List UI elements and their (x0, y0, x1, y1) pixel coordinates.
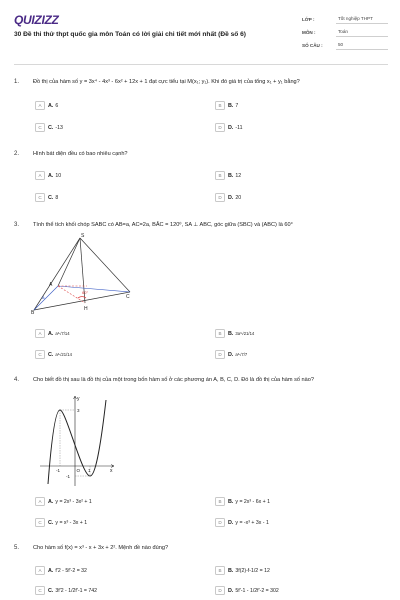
option-box: C (35, 193, 45, 202)
option-b[interactable] (215, 100, 238, 111)
option-text: 12 (235, 172, 242, 179)
option-c[interactable] (35, 192, 58, 203)
option-text: 3f(2)-f-1/2 = 12 (235, 567, 270, 574)
option-d[interactable] (215, 585, 279, 596)
option-box: B (215, 566, 225, 575)
option-b[interactable] (215, 565, 270, 576)
cubic-graph (38, 392, 118, 488)
question-number: 5. (14, 545, 20, 551)
option-box: C (35, 350, 45, 359)
meta-value: 50 (336, 40, 388, 50)
meta-row-count (300, 40, 388, 50)
option-a[interactable] (35, 328, 70, 339)
option-letter: A. (48, 102, 54, 109)
option-box: A (35, 171, 45, 180)
meta-label: LỚP : (302, 16, 315, 22)
quizizz-logo: QUIZIZZ (14, 13, 59, 27)
option-text: 8 (55, 194, 59, 201)
option-letter: A. (48, 498, 54, 505)
meta-value: Toán (336, 27, 388, 37)
tick-label-y3: 3 (77, 408, 80, 413)
option-box: A (35, 497, 45, 506)
option-d[interactable] (215, 517, 269, 528)
origin-label: O (76, 468, 81, 473)
axis-label-y: y (77, 396, 80, 402)
option-letter: B. (228, 567, 234, 574)
question-number: 1. (14, 79, 20, 85)
vertex-label-s: S (81, 233, 85, 239)
option-letter: C. (48, 519, 54, 526)
option-a[interactable] (35, 496, 92, 507)
option-box: A (35, 101, 45, 110)
option-letter: C. (48, 194, 54, 201)
option-box: D (215, 123, 225, 132)
option-text: 20 (235, 194, 242, 201)
option-a[interactable] (35, 170, 61, 181)
tick-label-x1: 1 (88, 468, 91, 473)
option-box: D (215, 350, 225, 359)
meta-value: Tốt nghiệp THPT (336, 14, 388, 24)
option-letter: C. (48, 351, 54, 358)
option-a[interactable] (35, 565, 87, 576)
option-letter: D. (228, 124, 234, 131)
option-letter: D. (228, 351, 234, 358)
option-letter: D. (228, 587, 234, 594)
option-b[interactable] (215, 328, 254, 339)
option-letter: A. (48, 172, 54, 179)
option-text: a³√7/7 (235, 352, 248, 357)
option-b[interactable] (215, 170, 241, 181)
tick-label-y-neg1: -1 (66, 474, 71, 479)
meta-row-subject (300, 27, 388, 37)
option-b[interactable] (215, 496, 270, 507)
option-box: B (215, 171, 225, 180)
option-box: C (35, 518, 45, 527)
question-number: 3. (14, 222, 20, 228)
option-letter: A. (48, 330, 54, 337)
document-title: 30 Đề thi thử thpt quốc gia môn Toán có lời giải chi tiết mới nhất (Đề số 6) (14, 31, 247, 38)
option-text: 3f'2 - 1/2f'-1 = 742 (55, 587, 98, 594)
option-box: C (35, 586, 45, 595)
option-letter: B. (228, 102, 234, 109)
meta-table (300, 14, 388, 50)
question-text: Cho hàm số f(x) = x³ - x + 3x + 2². Mệnh đề nào đúng? (33, 545, 169, 551)
option-letter: A. (48, 567, 54, 574)
option-d[interactable] (215, 192, 241, 203)
question-number: 2. (14, 151, 20, 157)
option-text: y = -x³ + 3x - 1 (235, 519, 269, 526)
option-text: f'2 - 5f'-2 = 32 (55, 567, 87, 574)
question-text: Hình bát diện đều có bao nhiêu cạnh? (33, 151, 128, 157)
angle-label: 60° (82, 290, 89, 295)
tick-label-x-neg1: -1 (56, 468, 61, 473)
question-text: Đồ thị của hàm số y = 3x⁴ - 4x³ - 6x² + 12x + 1 đạt cực tiểu tại M(x₁; y₁). Khi đó giá trị của tổng x₁ + y₁ bằng? (33, 79, 300, 85)
option-box: C (35, 123, 45, 132)
option-text: -11 (235, 124, 243, 131)
option-c[interactable] (35, 349, 72, 360)
option-letter: B. (228, 172, 234, 179)
vertex-label-h: H (84, 306, 88, 312)
option-box: D (215, 518, 225, 527)
meta-label: SỐ CÂU : (302, 42, 323, 48)
question-text: Tính thể tích khối chóp SABC có AB=a, AC=2a, BÂC = 120⁰, SA ⊥ ABC, góc giữa (SBC) và (ABC) là 60° (33, 222, 293, 228)
option-text: y = 2x³ - 6x + 1 (235, 498, 271, 505)
option-text: 6 (55, 102, 59, 109)
pyramid-figure (22, 232, 137, 314)
option-text: y = 2x³ - 3x² + 1 (55, 498, 92, 505)
vertex-label-a: A (49, 282, 53, 288)
option-box: D (215, 586, 225, 595)
option-box: B (215, 101, 225, 110)
option-box: D (215, 193, 225, 202)
option-c[interactable] (35, 122, 63, 133)
option-text: y = x³ - 3x + 1 (55, 519, 88, 526)
question-number: 4. (14, 377, 20, 383)
option-box: B (215, 329, 225, 338)
option-letter: B. (228, 498, 234, 505)
question-text: Cho biết đồ thị sau là đồ thị của một trong bốn hàm số ở các phương án A, B, C, D. Đó là đồ thị của hàm số nào? (33, 377, 314, 383)
option-text: 10 (55, 172, 62, 179)
option-d[interactable] (215, 349, 247, 360)
option-text: a³√7/14 (55, 331, 70, 336)
option-text: 7 (235, 102, 239, 109)
axis-label-x: x (110, 468, 113, 474)
vertex-label-c: C (126, 294, 130, 300)
meta-label: MÔN : (302, 29, 316, 35)
option-letter: C. (48, 124, 54, 131)
edge-label-a: a (42, 295, 45, 300)
option-c[interactable] (35, 517, 87, 528)
option-c[interactable] (35, 585, 97, 596)
option-letter: D. (228, 194, 234, 201)
option-box: A (35, 329, 45, 338)
option-text: -13 (55, 124, 63, 131)
header-divider (14, 64, 388, 65)
option-letter: B. (228, 330, 234, 337)
option-a[interactable] (35, 100, 58, 111)
option-box: A (35, 566, 45, 575)
meta-row-class (300, 14, 388, 24)
option-letter: C. (48, 587, 54, 594)
option-text: 5f'-1 - 1/2f'-2 = 302 (235, 587, 279, 594)
option-text: a³√21/14 (55, 352, 72, 357)
option-text: 3a³√21/14 (235, 331, 255, 336)
option-letter: D. (228, 519, 234, 526)
option-d[interactable] (215, 122, 243, 133)
vertex-label-b: B (31, 310, 35, 314)
option-box: B (215, 497, 225, 506)
